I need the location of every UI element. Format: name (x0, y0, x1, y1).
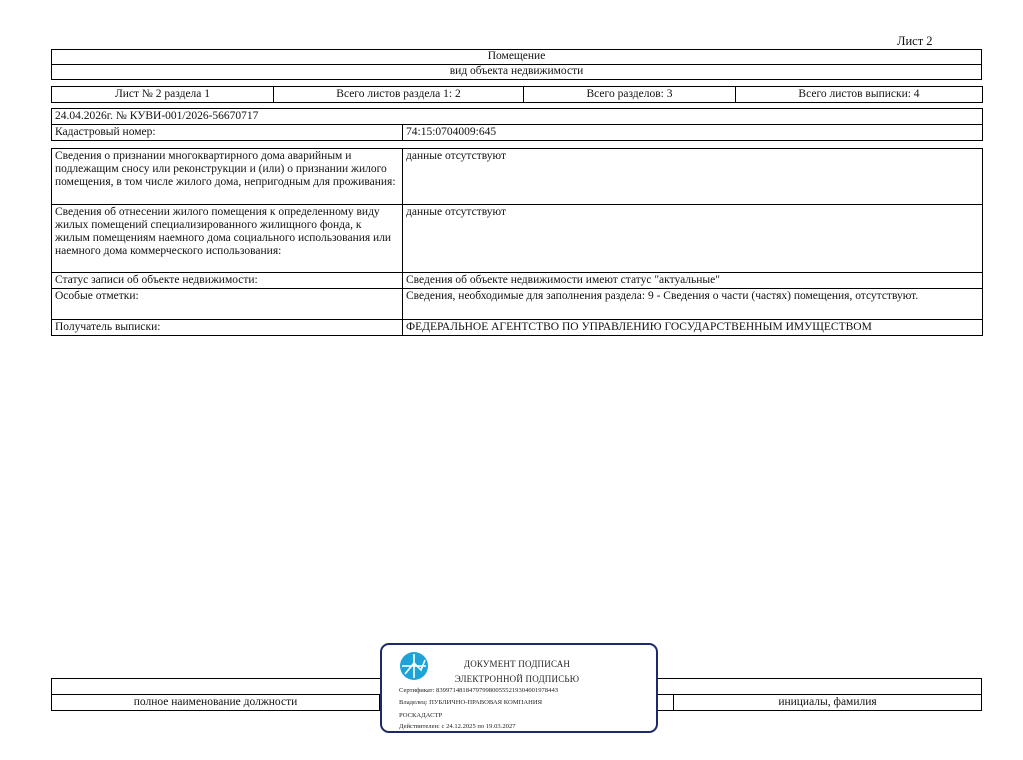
stamp-validity: Действителен: с 24.12.2025 по 19.03.2027 (399, 723, 516, 730)
special-notes-value: Сведения, необходимые для заполнения раздела: 9 - Сведения о части (частях) помещения, отсутствуют. (403, 289, 983, 320)
table-row (52, 320, 983, 336)
sheet-of-section: Лист № 2 раздела 1 (52, 87, 274, 103)
total-sections: Всего разделов: 3 (524, 87, 736, 103)
object-subtitle: вид объекта недвижимости (51, 64, 982, 80)
sheet-info-table (51, 86, 983, 103)
stamp-line-1: ДОКУМЕНТ ПОДПИСАН (463, 659, 571, 669)
extract-header-table (51, 108, 983, 141)
stamp-line-2: ЭЛЕКТРОННОЙ ПОДПИСЬЮ (454, 674, 580, 684)
roskadastr-logo-icon (399, 651, 429, 681)
specialized-fund-value: данные отсутствуют (403, 205, 983, 273)
specialized-fund-label: Сведения об отнесении жилого помещения к определенному виду жилых помещений специализированного жилищного фонда, к жилым помещениям наемного дома социального использования или наемного дома коммерческого использования: (52, 205, 403, 273)
record-status-label: Статус записи об объекте недвижимости: (52, 273, 403, 289)
position-caption: полное наименование должности (51, 694, 380, 711)
object-title: Помещение (51, 49, 982, 65)
stamp-owner-line-1: Владелец: ПУБЛИЧНО-ПРАВОВАЯ КОМПАНИЯ (399, 699, 543, 706)
name-caption: инициалы, фамилия (673, 694, 982, 711)
table-row (52, 205, 983, 273)
stamp-owner-line-2: РОСКАДАСТР (399, 712, 443, 719)
sheet-label: Лист 2 (897, 34, 933, 48)
emergency-status-label: Сведения о признании многоквартирного дома аварийным и подлежащим сносу или реконструкции и (или) о признании жилого помещения, в том числе жилого дома, непригодным для проживания: (52, 149, 403, 205)
table-row (52, 289, 983, 320)
extract-date-number: 24.04.2026г. № КУВИ-001/2026-56670717 (52, 109, 983, 125)
e-signature-stamp (380, 643, 658, 733)
cadastral-number-label: Кадастровый номер: (52, 125, 403, 141)
stamp-certificate: Сертификат: 839971481847979980055521930400197844З (399, 687, 559, 694)
recipient-value: ФЕДЕРАЛЬНОЕ АГЕНТСТВО ПО УПРАВЛЕНИЮ ГОСУДАРСТВЕННЫМ ИМУЩЕСТВОМ (403, 320, 983, 336)
emergency-status-value: данные отсутствуют (403, 149, 983, 205)
special-notes-label: Особые отметки: (52, 289, 403, 320)
object-details-table (51, 148, 983, 336)
recipient-label: Получатель выписки: (52, 320, 403, 336)
table-row (52, 273, 983, 289)
record-status-value: Сведения об объекте недвижимости имеют статус "актуальные" (403, 273, 983, 289)
total-sheets-extract: Всего листов выписки: 4 (736, 87, 983, 103)
total-sheets-section: Всего листов раздела 1: 2 (274, 87, 524, 103)
table-row (52, 149, 983, 205)
cadastral-number-value: 74:15:0704009:645 (403, 125, 983, 141)
